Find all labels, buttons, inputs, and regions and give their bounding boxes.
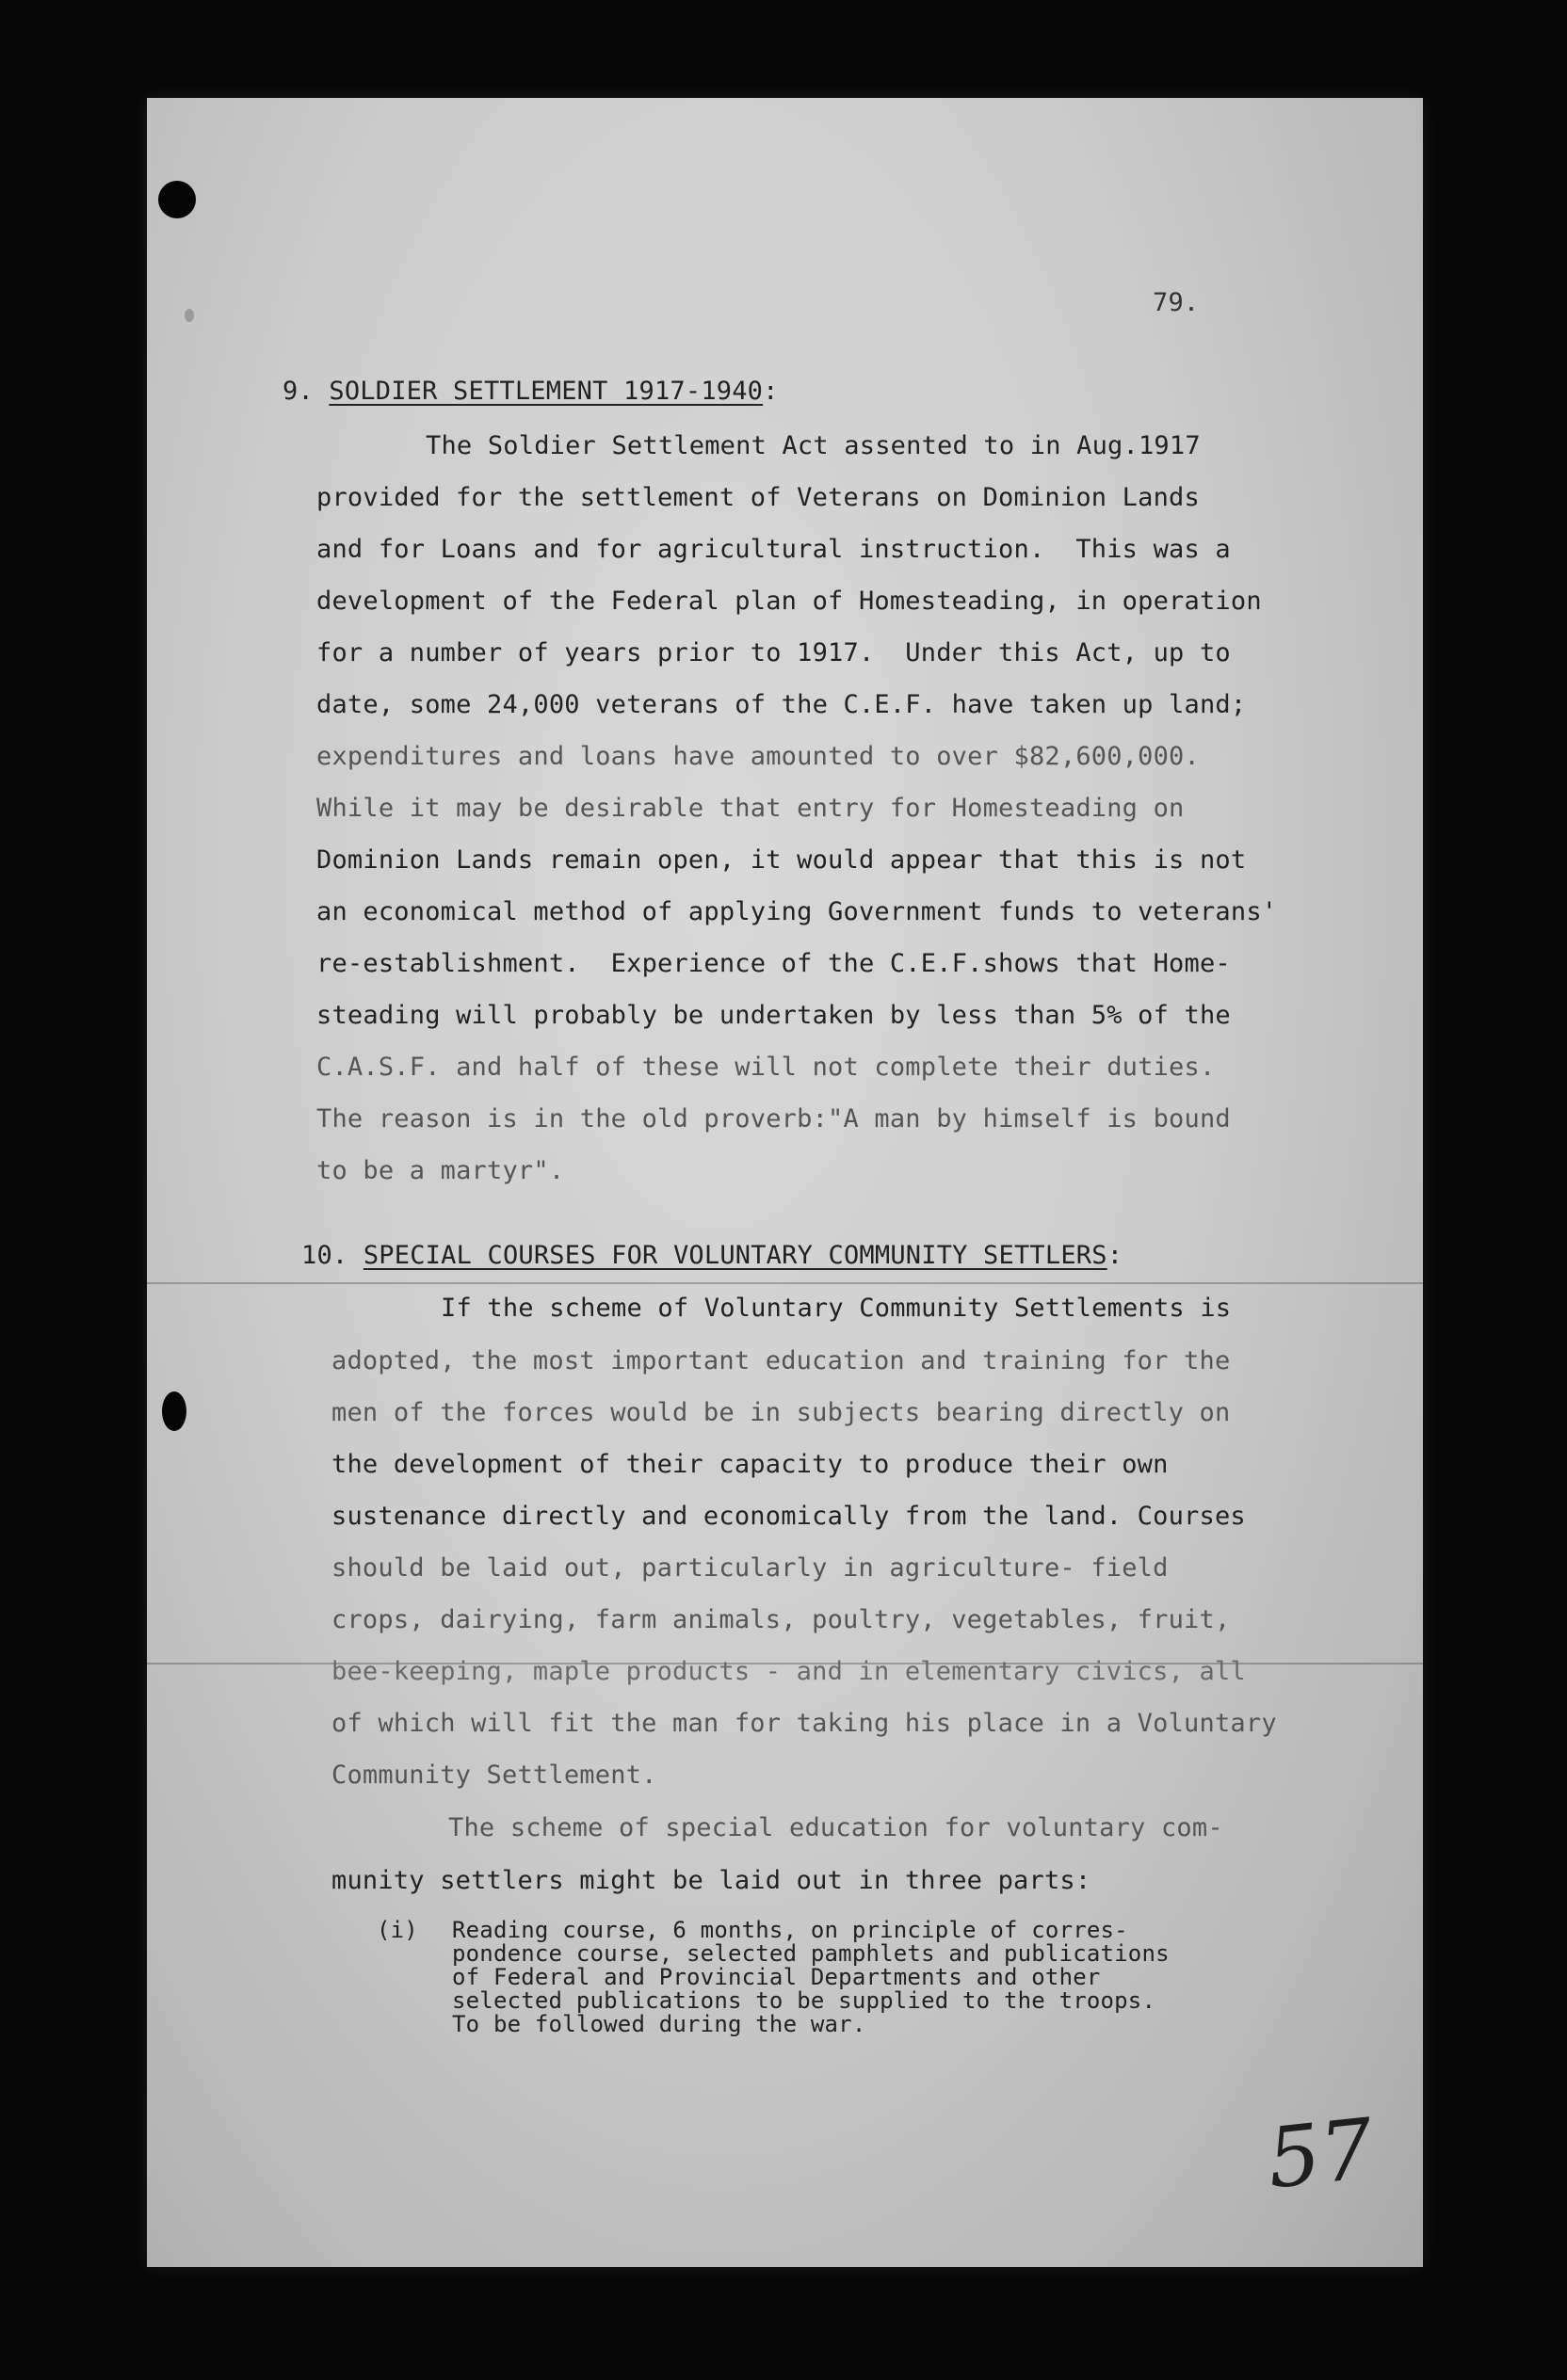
section-title: SOLDIER SETTLEMENT 1917-1940 — [329, 377, 764, 406]
paragraph-line: The reason is in the old proverb:"A man by himself is bound — [316, 1104, 1231, 1134]
paragraph-line: crops, dairying, farm animals, poultry, vegetables, fruit, — [331, 1605, 1231, 1634]
fold-line — [147, 1282, 1423, 1284]
paragraph-line: adopted, the most important education and training for the — [331, 1346, 1231, 1375]
paragraph-line: development of the Federal plan of Homesteading, in operation — [316, 587, 1262, 616]
paragraph-line: of which will fit the man for taking his place in a Voluntary — [331, 1709, 1277, 1738]
paragraph-line: for a number of years prior to 1917. Under this Act, up to — [316, 638, 1231, 667]
list-item-line: To be followed during the war. — [452, 2011, 866, 2037]
paragraph-line: C.A.S.F. and half of these will not complete their duties. — [316, 1053, 1216, 1082]
paragraph-line: The scheme of special education for voluntary com- — [448, 1813, 1223, 1842]
paragraph-line: bee-keeping, maple products - and in elementary civics, all — [331, 1657, 1246, 1686]
paragraph-line: to be a martyr". — [316, 1156, 565, 1185]
paragraph-line: and for Loans and for agricultural instruction. This was a — [316, 535, 1231, 564]
paragraph-line: provided for the settlement of Veterans on Dominion Lands — [316, 483, 1200, 512]
paragraph-line: The Soldier Settlement Act assented to in Aug.1917 — [426, 431, 1201, 460]
paragraph-line: an economical method of applying Government funds to veterans' — [316, 897, 1278, 926]
film-speck — [185, 309, 194, 322]
list-item-line: selected publications to be supplied to the troops. — [452, 1987, 1156, 2014]
list-item-line: pondence course, selected pamphlets and publications — [452, 1940, 1170, 1967]
paragraph-line: Dominion Lands remain open, it would appear that this is not — [316, 845, 1247, 875]
list-item-label: (i) — [377, 1917, 418, 1943]
paragraph-line: re-establishment. Experience of the C.E.F.shows that Home- — [316, 949, 1231, 978]
paragraph-line: munity settlers might be laid out in three parts: — [331, 1866, 1091, 1895]
section-title-colon: : — [1107, 1241, 1123, 1270]
section-title-colon: : — [763, 377, 779, 406]
punch-hole — [158, 181, 196, 218]
section-title: SPECIAL COURSES FOR VOLUNTARY COMMUNITY SETTLERS — [363, 1241, 1107, 1270]
section-number: 9. — [283, 377, 314, 406]
paragraph-line: men of the forces would be in subjects bearing directly on — [331, 1398, 1231, 1427]
paragraph-line: the development of their capacity to produce their own — [331, 1450, 1169, 1479]
paragraph-line: should be laid out, particularly in agriculture- field — [331, 1553, 1169, 1583]
handwritten-page-number: 57 — [1262, 2099, 1379, 2208]
list-item-line: of Federal and Provincial Departments and other — [452, 1964, 1101, 1990]
paragraph-line: Community Settlement. — [331, 1761, 657, 1790]
paragraph-line: If the scheme of Voluntary Community Settlements is — [441, 1294, 1232, 1323]
paragraph-line: expenditures and loans have amounted to over $82,600,000. — [316, 742, 1200, 771]
section-number: 10. — [301, 1241, 348, 1270]
section-heading — [301, 1241, 1123, 1270]
page-number: 79. — [1153, 288, 1200, 317]
paragraph-line: steading will probably be undertaken by less than 5% of the — [316, 1001, 1231, 1030]
paragraph-line: While it may be desirable that entry for Homesteading on — [316, 794, 1185, 823]
section-heading — [283, 377, 779, 406]
list-item-line: Reading course, 6 months, on principle of corres- — [452, 1917, 1128, 1943]
paragraph-line: sustenance directly and economically from the land. Courses — [331, 1502, 1246, 1531]
paragraph-line: date, some 24,000 veterans of the C.E.F. have taken up land; — [316, 690, 1247, 719]
punch-hole — [162, 1391, 186, 1431]
